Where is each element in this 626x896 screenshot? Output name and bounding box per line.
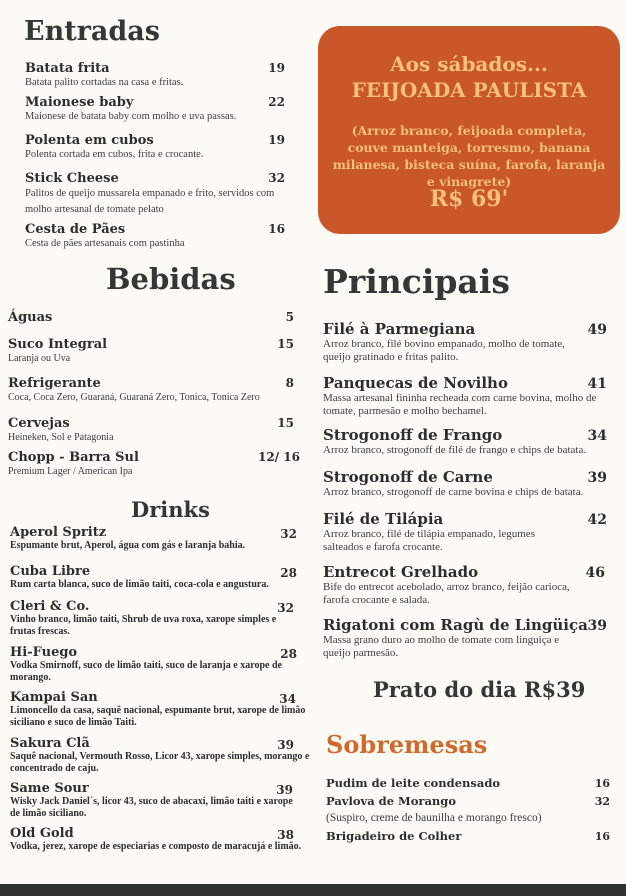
item-name: Cuba Libre [10, 564, 91, 579]
menu-item [10, 645, 297, 684]
item-price: 42 [587, 512, 607, 528]
item-desc: Laranja ou Uva [8, 353, 71, 364]
item-name: Strogonoff de Frango [323, 426, 503, 444]
menu-item [10, 781, 297, 820]
item-price: 12/ 16 [258, 450, 300, 464]
item-desc: Bife do entrecot acebolado, arroz branco, feijão carioca, farofa crocante e salada. [323, 581, 570, 606]
item-name: Batata frita [25, 61, 110, 76]
menu-item [25, 222, 285, 250]
menu-item [323, 563, 605, 607]
menu-item [323, 426, 607, 457]
menu-item [326, 776, 610, 790]
item-desc: Saquê nacional, Vermouth Rosso, Licor 43, xarope simples, morango e concentrado de caju. [10, 751, 310, 774]
menu-item [8, 376, 294, 404]
entradas-title: Entradas [24, 16, 160, 47]
item-name: Hi-Fuego [10, 645, 78, 660]
item-desc: Polenta cortada em cubos, frita e crocante. [25, 149, 204, 160]
prato-do-dia: Prato do dia R$39 [373, 677, 586, 702]
item-name: Suco Integral [8, 337, 108, 352]
item-price: 46 [585, 565, 605, 581]
item-name: Cleri & Co. [10, 599, 90, 614]
item-price: 15 [277, 416, 294, 430]
item-name: Rigatoni com Ragù de Lingüiça [323, 616, 588, 634]
item-price: 41 [587, 376, 607, 392]
item-name: Brigadeiro de Colher [326, 829, 462, 843]
item-name: Maionese baby [25, 95, 134, 110]
item-price: 39 [587, 618, 607, 634]
item-desc: Vinho branco, limão taiti, Shrub de uva roxa, xarope simples e frutas frescas. [10, 614, 277, 637]
item-desc: Heineken, Sol e Patagonia [8, 432, 114, 443]
item-name: Filé de Tilápia [323, 510, 444, 528]
menu-item [8, 450, 300, 478]
menu-item [323, 374, 607, 418]
menu-item [10, 564, 297, 591]
item-desc: Maionese de batata baby com molho e uva passas. [25, 111, 237, 122]
item-name: Polenta em cubos [25, 133, 154, 148]
item-desc: Limoncello da casa, saquê nacional, espumante brut, xarope de limão siciliano e suco de limão Taiti. [10, 705, 306, 728]
item-price: 16 [268, 222, 285, 236]
item-desc: Wisky Jack Daniel´s, licor 43, suco de abacaxi, limão taiti e xarope de limão siciliano. [10, 796, 293, 819]
principais-title: Principais [323, 262, 510, 301]
item-desc: Arroz branco, filé bovino empanado, molho de tomate, queijo gratinado e fritas palito. [323, 338, 565, 363]
drinks-title: Drinks [131, 497, 210, 522]
item-price: 32 [280, 527, 297, 541]
promo-description: (Arroz branco, feijoada completa, couve manteiga, torresmo, banana milanesa, bisteca suína, farofa, laranja e vinagrete) [332, 123, 606, 189]
item-name: Kampai San [10, 690, 98, 705]
item-price: 39 [277, 738, 294, 752]
item-desc: Arroz branco, filé de tilápia empanado, legumes salteados e farofa crocante. [323, 528, 535, 553]
item-name: Entrecot Grelhado [323, 563, 479, 581]
item-name: Filé à Parmegiana [323, 320, 476, 338]
item-name: Pudim de leite condensado [326, 776, 501, 790]
item-price: 16 [594, 777, 610, 790]
item-desc: Espumante brut, Aperol, água com gás e laranja bahia. [10, 540, 246, 551]
menu-item [10, 690, 312, 729]
promo-heading: Aos sábados... [390, 52, 548, 76]
item-name: Pavlova de Morango [326, 794, 456, 808]
item-desc: Arroz branco, strogonoff de carne bovina e chips de batata. [323, 486, 584, 498]
item-name: Refrigerante [8, 376, 101, 391]
item-name: Same Sour [10, 781, 89, 796]
item-price: 34 [279, 692, 296, 706]
item-price: 38 [277, 828, 294, 842]
menu-item [8, 310, 294, 325]
item-price: 49 [587, 322, 607, 338]
item-price: 15 [277, 337, 294, 351]
item-desc: Vodka, jerez, xarope de especiarias e composto de maracujá e limão. [10, 841, 302, 852]
menu-item [8, 337, 294, 365]
menu-item [25, 133, 285, 161]
item-price: 34 [587, 428, 607, 444]
menu-item [323, 320, 607, 364]
menu-item [25, 95, 285, 123]
item-desc: (Suspiro, creme de baunilha e morango fresco) [326, 812, 542, 824]
menu-item [323, 510, 607, 554]
item-name: Cesta de Pães [25, 222, 126, 237]
item-desc: Massa artesanal fininha recheada com carne bovina, molho de tomate, parmesão e molho bechamel. [323, 392, 597, 417]
menu-item [323, 468, 607, 499]
item-price: 39 [276, 783, 293, 797]
item-price: 39 [587, 470, 607, 486]
feijoada-promo-box [318, 26, 620, 234]
item-desc: Batata palito cortadas na casa e fritas. [25, 77, 184, 88]
item-name: Stick Cheese [25, 171, 119, 186]
item-desc: Coca, Coca Zero, Guaraná, Guaraná Zero, Tonica, Tonica Zero [8, 392, 260, 403]
footer-bar [0, 884, 626, 896]
item-price: 8 [285, 376, 294, 390]
item-name: Cervejas [8, 416, 70, 431]
menu-item [323, 616, 607, 660]
item-name: Old Gold [10, 826, 74, 841]
menu-item [326, 829, 610, 843]
item-price: 5 [285, 310, 294, 324]
sobremesas-title: Sobremesas [326, 730, 488, 759]
item-price: 19 [268, 61, 285, 75]
menu-item [10, 525, 297, 552]
menu-item [10, 599, 294, 638]
item-price: 28 [280, 566, 297, 580]
item-price: 16 [594, 830, 610, 843]
item-desc: Rum carta blanca, suco de limão taiti, coca-cola e angustura. [10, 579, 269, 590]
menu-item [326, 794, 610, 825]
item-desc: Palitos de queijo mussarela empanado e frito, servidos com molho artesanal de tomate pelato [25, 188, 275, 215]
menu-item [8, 416, 294, 444]
item-price: 19 [268, 133, 285, 147]
item-name: Águas [8, 310, 53, 325]
item-price: 32 [594, 795, 610, 808]
item-name: Panquecas de Novilho [323, 374, 508, 392]
item-price: 32 [268, 171, 285, 185]
item-price: 32 [277, 601, 294, 615]
item-name: Aperol Spritz [10, 525, 107, 540]
promo-price: R$ 69' [429, 186, 509, 212]
item-name: Sakura Clã [10, 736, 90, 751]
menu-item [25, 61, 285, 89]
menu-item [10, 826, 312, 853]
item-price: 28 [280, 647, 297, 661]
item-desc: Massa grano duro ao molho de tomate com linguiça e queijo parmesão. [323, 634, 560, 659]
item-desc: Arroz branco, strogonoff de filé de frango e chips de batata. [323, 444, 587, 456]
item-name: Chopp - Barra Sul [8, 450, 139, 465]
item-desc: Vodka Smirnoff, suco de limão taiti, suco de laranja e xarope de morango. [10, 660, 282, 683]
item-desc: Cesta de pães artesanais com pastinha [25, 238, 185, 249]
item-name: Strogonoff de Carne [323, 468, 493, 486]
menu-item [10, 736, 312, 775]
menu-item [25, 171, 285, 218]
promo-dish-name: FEIJOADA PAULISTA [351, 78, 587, 102]
item-desc: Premium Lager / American Ipa [8, 466, 133, 477]
bebidas-title: Bebidas [106, 262, 236, 296]
item-price: 22 [268, 95, 285, 109]
